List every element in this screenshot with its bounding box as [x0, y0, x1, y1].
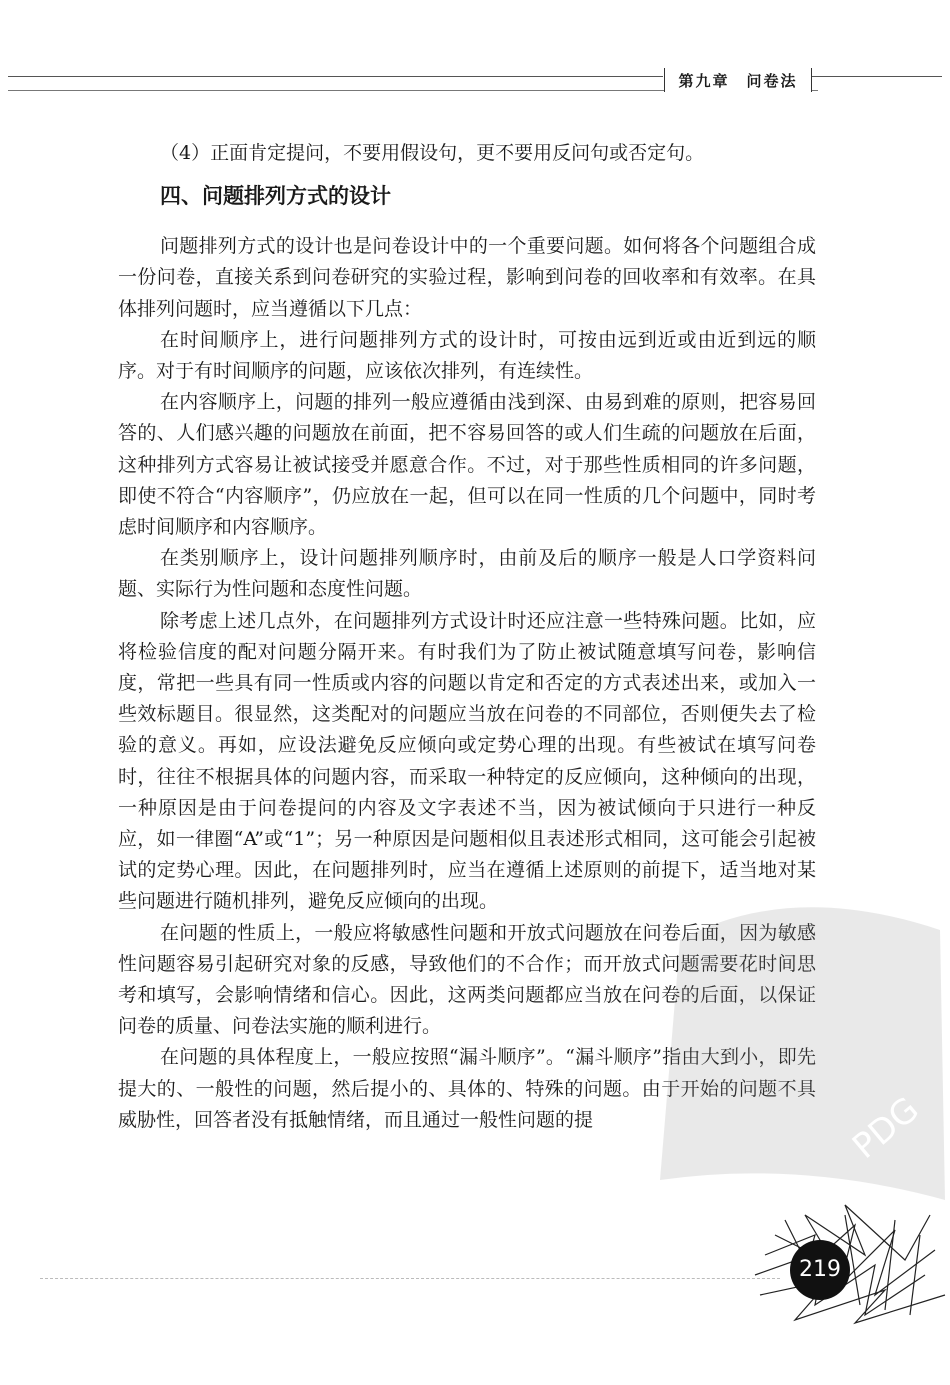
paragraph-1: 问题排列方式的设计也是问卷设计中的一个重要问题。如何将各个问题组合成一份问卷，直接关系到问卷研究的实验过程，影响到问卷的回收率和有效率。在具体排列问题时，应当遵循以下几点：: [118, 235, 816, 320]
intro-line: （4）正面肯定提问，不要用假设句，更不要用反问句或否定句。: [160, 142, 705, 164]
watermark-text: PDG: [845, 1089, 927, 1167]
running-header: [0, 68, 950, 96]
page-number: 219: [790, 1240, 850, 1300]
watermark-seal: [640, 880, 950, 1210]
paragraph-6: 在问题的性质上，一般应将敏感性问题和开放式问题放在问卷后面，因为敏感性问题容易引起研究对象的反感，导致他们的不合作；而开放式问题需要花时间思考和填写，会影响情绪和信心。因此，这两类问题都应当放在问卷的后面，以保证问卷的质量、问卷法实施的顺利进行。: [118, 921, 816, 1038]
paragraph-4: 在类别顺序上，设计问题排列顺序时，由前及后的顺序一般是人口学资料问题、实际行为性问题和态度性问题。: [118, 547, 816, 601]
header-rule-tail: [812, 76, 942, 77]
chapter-title: 第九章 问卷法: [664, 68, 812, 92]
paragraph-2: 在时间顺序上，进行问题排列方式的设计时，可按由远到近或由近到远的顺序。对于有时间顺序的问题，应该依次排列，有连续性。: [118, 328, 816, 383]
paragraph-5: 除考虑上述几点外，在问题排列方式设计时还应注意一些特殊问题。比如，应将检验信度的配对问题分隔开来。有时我们为了防止被试随意填写问卷，影响信度，常把一些具有同一性质或内容的问题以肯定和否定的方式表述出来，或加入一些效标题目。很显然，这类配对的问题应当放在问卷的不同部位，否则便失去了检验的意义。再如，应设法避免反应倾向或定势心理的出现。有些被试在填写问卷时，往往不根据具体的问题内容，而采取一种特定的反应倾向，这种倾向的出现，一种原因是由于问卷提问的内容及文字表述不当，因为被试倾向于只进行一种反应，如一律圈“A”或“1”；另一种原因是问题相似且表述形式相同，这可能会引起被试的定势心理。因此，在问题排列时，应当在遵循上述原则的前提下，适当地对某些问题进行随机排列，避免反应倾向的出现。: [118, 609, 816, 913]
section-title: 四、问题排列方式的设计: [160, 184, 391, 209]
paragraph-3: 在内容顺序上，问题的排列一般应遵循由浅到深、由易到难的原则，把容易回答的、人们感兴趣的问题放在前面，把不容易回答的或人们生疏的问题放在后面，这种排列方式容易让被试接受并愿意合作。不过，对于那些性质相同的许多问题，即使不符合“内容顺序”，仍应放在一起，但可以在同一性质的几个问题中，同时考虑时间顺序和内容顺序。: [118, 391, 816, 539]
paragraph-7: 在问题的具体程度上，一般应按照“漏斗顺序”。“漏斗顺序”指由大到小，即先提大的、一般性的问题，然后提小的、具体的、特殊的问题。由于开始的问题不具威胁性，回答者没有抵触情绪，而且通过一般性问题的提: [118, 1046, 816, 1131]
footer-rule: [40, 1278, 780, 1279]
watermark-shape: [660, 907, 945, 1200]
header-rule-top: [8, 76, 663, 77]
